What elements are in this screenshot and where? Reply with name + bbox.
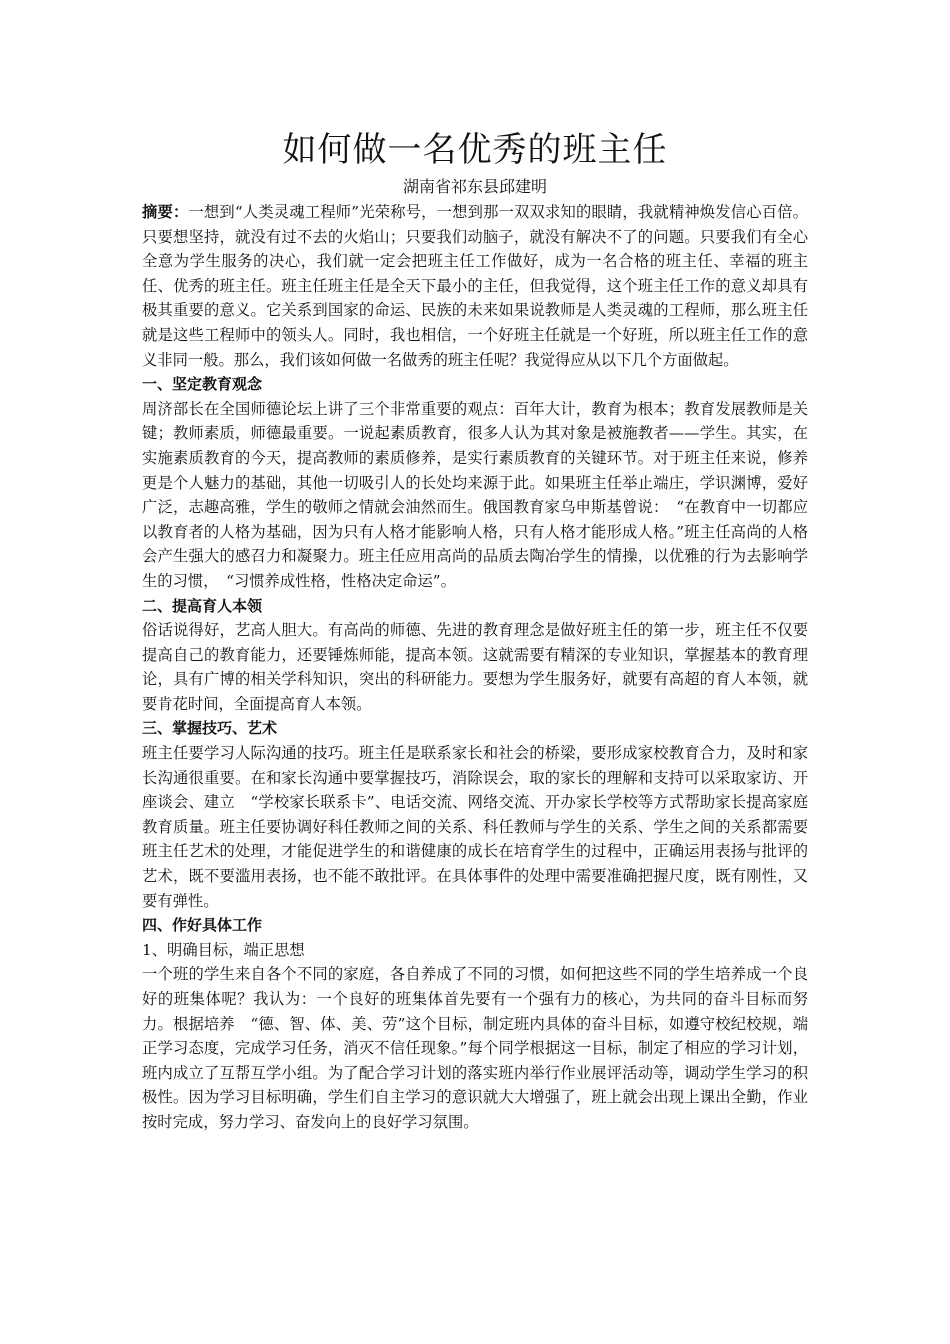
document-title: 如何做一名优秀的班主任	[282, 130, 668, 170]
abstract-label: 摘要：	[142, 203, 189, 221]
section-body: 班主任要学习人际沟通的技巧。班主任是联系家长和社会的桥梁，要形成家校教育合力，及时和家长沟通很重要。在和家长沟通中要掌握技巧，消除误会，取的家长的理解和支持可以采取家访、开座谈会、建立 “学校家长联系卡”、电话交流、网络交流、开办家长学校等方式帮助家长提高家庭教育质量。班主任要协调好科任教师之间的关系、科任教师与学生的关系、学生之间的关系都需要班主任艺术的处理，才能促进学生的和谐健康的成长在培育学生的过程中，正确运用表扬与批评的艺术，既不要滥用表扬，也不能不敢批评。在具体事件的处理中需要准确把握尺度，既有刚性，又要有弹性。	[142, 744, 808, 910]
section-heading: 三、掌握技巧、艺术	[142, 719, 278, 738]
section-heading: 一、坚定教育观念	[142, 375, 263, 394]
document-page	[142, 128, 808, 1135]
section-heading: 四、作好具体工作	[142, 916, 263, 935]
section-body: 一个班的学生来自各个不同的家庭，各自养成了不同的习惯，如何把这些不同的学生培养成一个良好的班集体呢？我认为：一个良好的班集体首先要有一个强有力的核心，为共同的奋斗目标而努力。根据培养 “德、智、体、美、劳”这个目标，制定班内具体的奋斗目标，如遵守校纪校规，端正学习态度，完成学习任务，消灭不信任现象。”每个同学根据这一目标，制定了相应的学习计划，班内成立了互帮互学小组。为了配合学习计划的落实班内举行作业展评活动等，调动学生学习的积极性。因为学习目标明确，学生们自主学习的意识就大大增强了，班上就会出现上课出全勤，作业按时完成，努力学习、奋发向上的良好学习氛围。	[142, 965, 808, 1131]
section-body: 俗话说得好，艺高人胆大。有高尚的师德、先进的教育理念是做好班主任的第一步，班主任不仅要提高自己的教育能力，还要锤炼师能，提高本领。这就需要有精深的专业知识，掌握基本的教育理论，具有广博的相关学科知识，突出的科研能力。要想为学生服务好，就要有高超的育人本领，就要肯花时间，全面提高育人本领。	[142, 621, 808, 713]
abstract-text: 一想到“人类灵魂工程师”光荣称号，一想到那一双双求知的眼睛，我就精神焕发信心百倍。只要想坚持，就没有过不去的火焰山；只要我们动脑子，就没有解决不了的问题。只要我们有全心全意为学生服务的决心，我们就一定会把班主任工作做好，成为一名合格的班主任、幸福的班主任、优秀的班主任。班主任班主任是全天下最小的主任，但我觉得，这个班主任工作的意义却具有极其重要的意义。它关系到国家的命运、民族的未来如果说教师是人类灵魂的工程师，那么班主任就是这些工程师中的领头人。同时，我也相信，一个好班主任就是一个好班，所以班主任工作的意义非同一般。那么，我们该如何做一名做秀的班主任呢？我觉得应从以下几个方面做起。	[142, 203, 808, 369]
section-heading: 二、提高育人本领	[142, 596, 263, 615]
abstract-paragraph	[142, 200, 808, 372]
document-author: 湖南省祁东县邱建明	[402, 177, 547, 196]
section-body: 周济部长在全国师德论坛上讲了三个非常重要的观点：百年大计，教育为根本；教育发展教师是关键；教师素质，师德最重要。一说起素质教育，很多人认为其对象是被施教者——学生。其实，在实施素质教育的今天，提高教师的素质修养，是实行素质教育的关键环节。对于班主任来说，修养更是个人魅力的基础，其他一切吸引人的长处均来源于此。如果班主任举止端庄，学识渊博，爱好广泛，志趣高雅，学生的敬师之情就会油然而生。俄国教育家乌申斯基曾说： “在教育中一切都应以教育者的人格为基础，因为只有人格才能影响人格，只有人格才能形成人格。”班主任高尚的人格会产生强大的感召力和凝聚力。班主任应用高尚的品质去陶冶学生的情操，以优雅的行为去影响学生的习惯， “习惯养成性格，性格决定命运”。	[142, 399, 808, 590]
section-subheading: 1、明确目标，端正思想	[142, 940, 305, 959]
